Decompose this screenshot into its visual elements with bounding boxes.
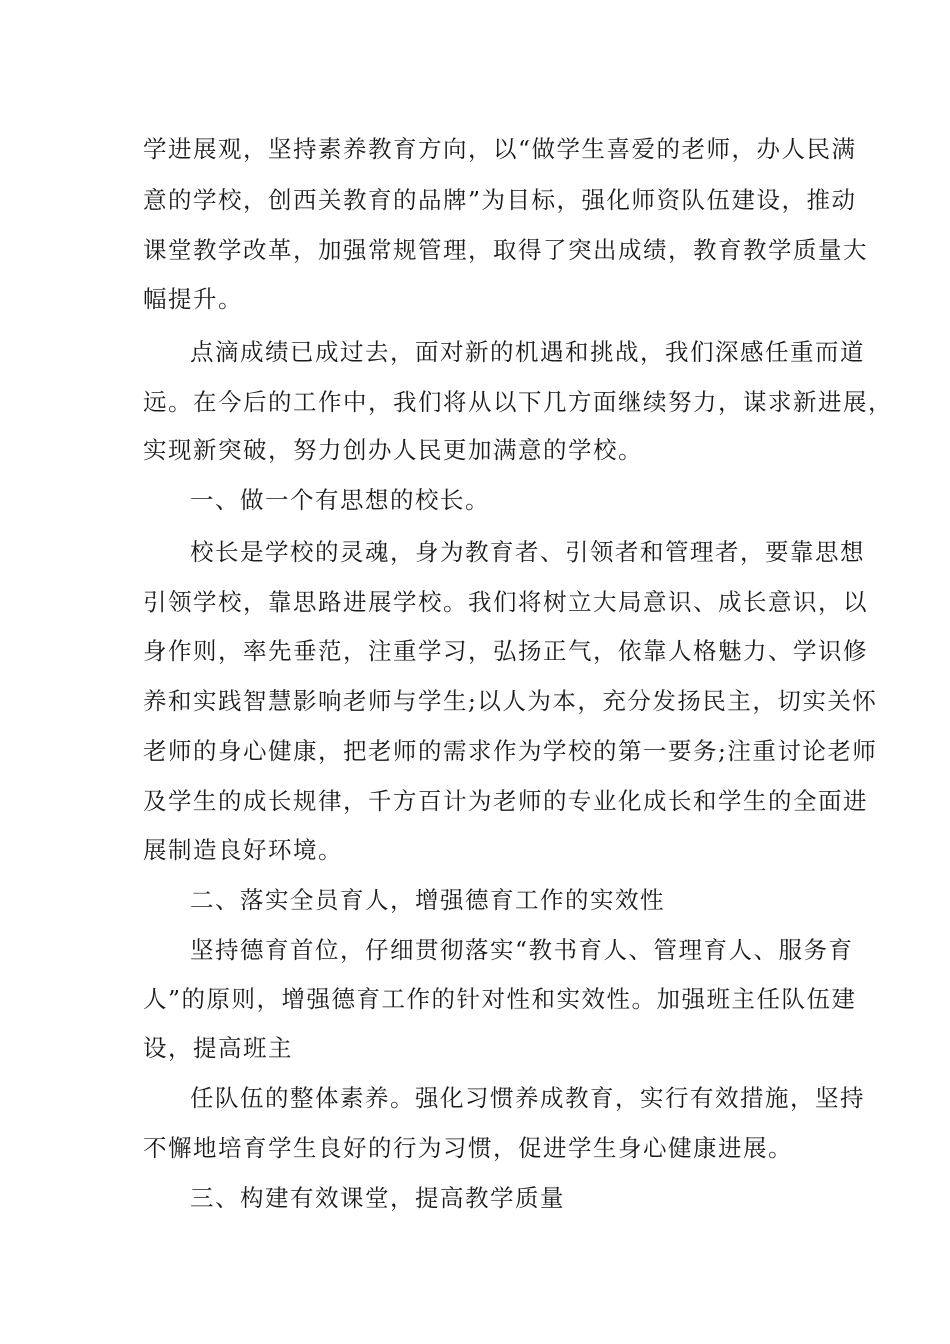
text-line: 展制造良好环境。: [143, 836, 343, 864]
text-line: 幅提升。: [143, 285, 243, 313]
text-line: 学进展观，坚持素养教育方向，以“做学生喜爱的老师，办人民满: [143, 135, 857, 163]
text-line: 意的学校，创西关教育的品牌”为目标，强化师资队伍建设，推动: [143, 186, 857, 214]
text-line: 引领学校，靠思路进展学校。我们将树立大局意识、成长意识，以: [143, 588, 868, 616]
text-line: 设，提高班主: [143, 1034, 293, 1062]
text-line: 人”的原则，增强德育工作的针对性和实效性。加强班主任队伍建: [143, 985, 857, 1013]
section-heading-2: 二、落实全员育人，增强德育工作的实效性: [190, 886, 665, 914]
text-line: 身作则，率先垂范，注重学习，弘扬正气，依靠人格魅力、学识修: [143, 637, 868, 665]
text-line: 养和实践智慧影响老师与学生;以人为本，充分发扬民主，切实关怀: [143, 687, 878, 715]
text-line: 实现新突破，努力创办人民更加满意的学校。: [143, 436, 643, 464]
paragraph-first-line: 坚持德育首位，仔细贯彻落实“教书育人、管理育人、服务育: [190, 936, 854, 964]
paragraph-first-line: 点滴成绩已成过去，面对新的机遇和挑战，我们深感任重而道: [190, 338, 865, 366]
text-line: 课堂教学改革，加强常规管理，取得了突出成绩，教育教学质量大: [143, 236, 868, 264]
section-heading-3: 三、构建有效课堂，提高教学质量: [190, 1184, 565, 1212]
paragraph-first-line: 校长是学校的灵魂，身为教育者、引领者和管理者，要靠思想: [190, 538, 865, 566]
paragraph-first-line: 任队伍的整体素养。强化习惯养成教育，实行有效措施，坚持: [190, 1084, 865, 1112]
section-heading-1: 一、做一个有思想的校长。: [190, 486, 490, 514]
text-line: 不懈地培育学生良好的行为习惯，促进学生身心健康进展。: [143, 1134, 793, 1162]
text-line: 远。在今后的工作中，我们将从以下几方面继续努力，谋求新进展，: [143, 388, 893, 416]
text-line: 老师的身心健康，把老师的需求作为学校的第一要务;注重讨论老师: [143, 737, 878, 765]
text-line: 及学生的成长规律，千方百计为老师的专业化成长和学生的全面进: [143, 787, 868, 815]
